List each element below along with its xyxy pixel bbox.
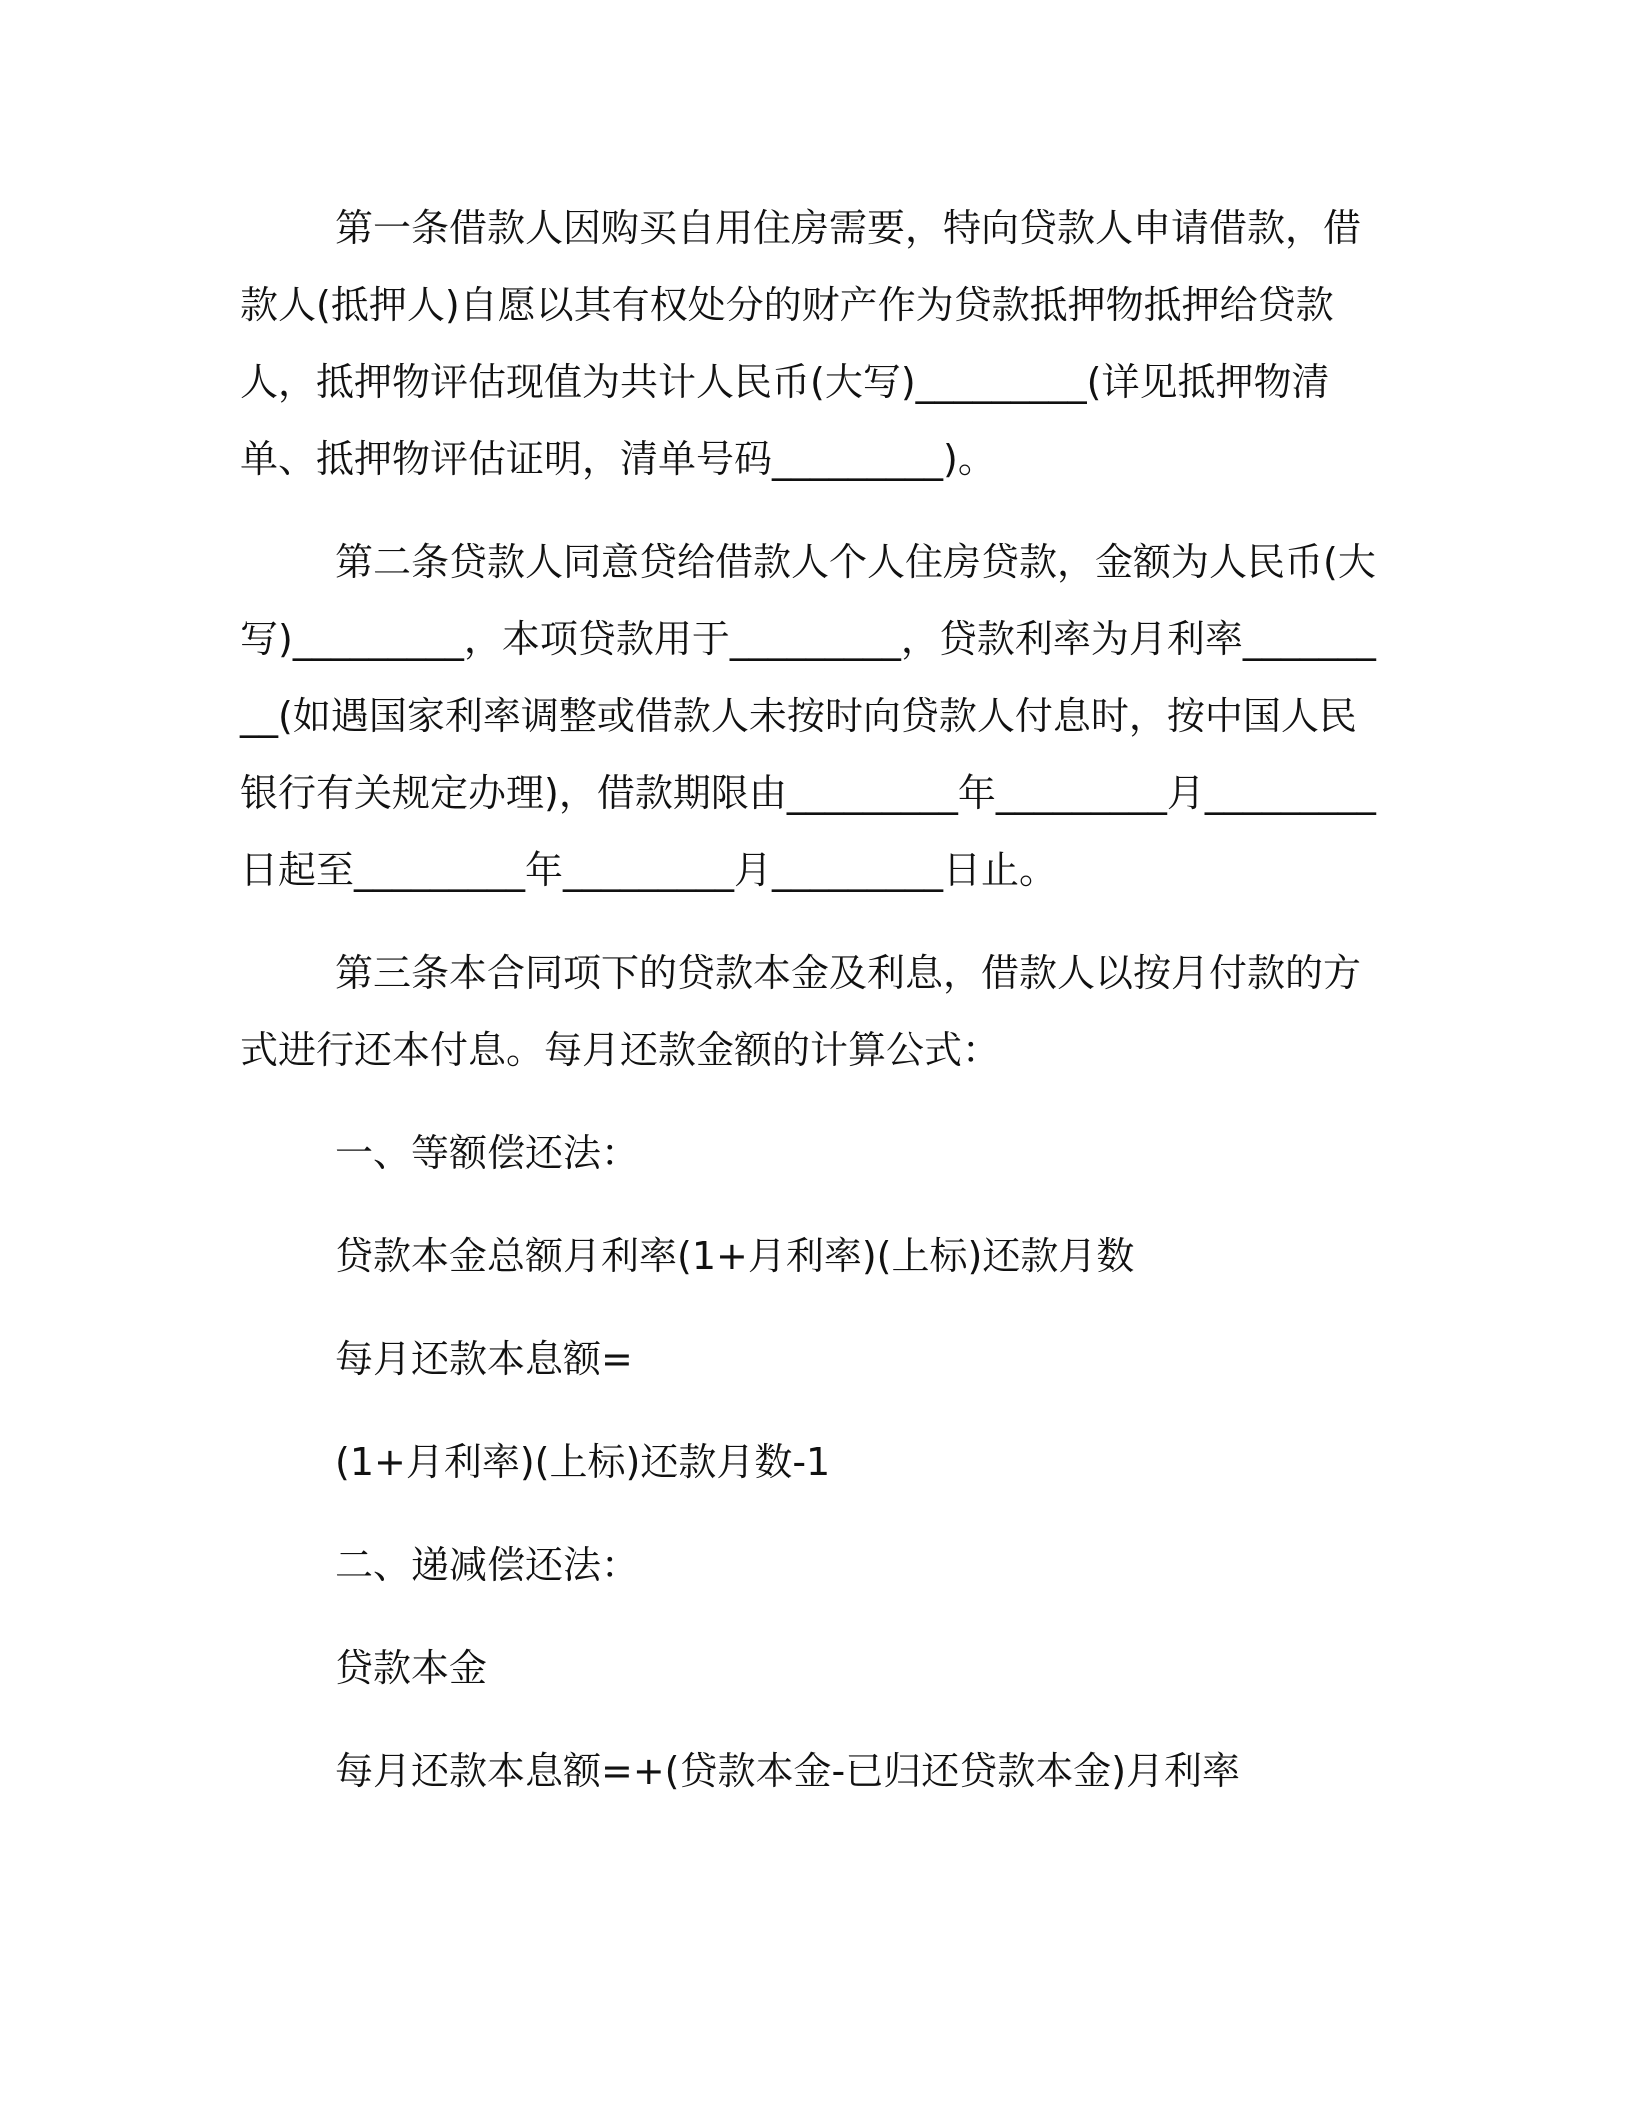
method-1-title: 一、等额偿还法： — [335, 1131, 640, 1175]
paragraph-spacer — [240, 1707, 1390, 1733]
paragraph-spacer — [240, 1501, 1390, 1527]
document-body — [240, 190, 1390, 1810]
method-2-principal: 贷款本金 — [335, 1646, 488, 1690]
paragraph-spacer — [240, 1089, 1390, 1115]
method-1-denominator: (1+月利率)(上标)还款月数-1 — [335, 1440, 831, 1484]
method-1-numerator: 贷款本金总额月利率(1+月利率)(上标)还款月数 — [335, 1234, 1135, 1278]
paragraph-spacer — [240, 1604, 1390, 1630]
method-2-title: 二、递减偿还法： — [335, 1543, 640, 1587]
article-3-paragraph: 第三条本合同项下的贷款本金及利息，借款人以按月付款的方式进行还本付息。每月还款金额的计算公式： — [240, 951, 1362, 1072]
paragraph-spacer — [240, 1192, 1390, 1218]
paragraph-spacer — [240, 909, 1390, 935]
method-1-label: 每月还款本息额= — [335, 1337, 633, 1381]
paragraph-spacer — [240, 498, 1390, 524]
article-1-paragraph: 第一条借款人因购买自用住房需要，特向贷款人申请借款，借款人(抵押人)自愿以其有权处分的财产作为贷款抵押物抵押给贷款人，抵押物评估现值为共计人民币(大写)_________(详见抵押物清单、抵押物评估证明，清单号码_________)。 — [240, 206, 1362, 481]
paragraph-spacer — [240, 1398, 1390, 1424]
paragraph-spacer — [240, 1295, 1390, 1321]
article-2-paragraph: 第二条贷款人同意贷给借款人个人住房贷款，金额为人民币(大写)_________，本项贷款用于_________，贷款利率为月利率_________(如遇国家利率调整或借款人未按时向贷款人付息时，按中国人民银行有关规定办理)，借款期限由_________年_________月_________日起至_________年_________月_________日止。 — [240, 540, 1376, 892]
method-2-formula: 每月还款本息额=+(贷款本金-已归还贷款本金)月利率 — [335, 1749, 1241, 1793]
